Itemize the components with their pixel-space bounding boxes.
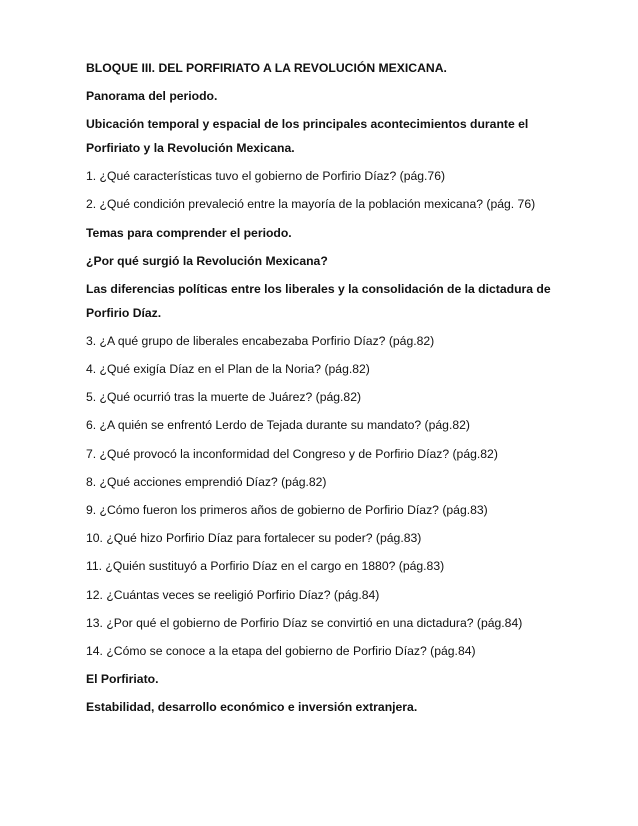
differences-heading bbox=[86, 281, 556, 322]
differences-heading-line: Porfirio Díaz. bbox=[86, 305, 162, 320]
question-4: 4. ¿Qué exigía Díaz en el Plan de la Noria? (pág.82) bbox=[86, 362, 370, 377]
overview-heading: Panorama del periodo. bbox=[86, 89, 218, 104]
question-5: 5. ¿Qué ocurrió tras la muerte de Juárez? (pág.82) bbox=[86, 390, 362, 405]
differences-heading-line: Las diferencias políticas entre los liberales y la consolidación de la dictadura de bbox=[86, 282, 551, 296]
location-heading bbox=[86, 116, 556, 157]
question-8: 8. ¿Qué acciones emprendió Díaz? (pág.82) bbox=[86, 474, 327, 489]
question-1: 1. ¿Qué características tuvo el gobierno de Porfirio Díaz? (pág.76) bbox=[86, 169, 446, 184]
question-12: 12. ¿Cuántas veces se reeligió Porfirio Díaz? (pág.84) bbox=[86, 587, 380, 602]
question-3: 3. ¿A qué grupo de liberales encabezaba Porfirio Díaz? (pág.82) bbox=[86, 333, 435, 348]
location-heading-line: Ubicación temporal y espacial de los principales acontecimientos durante el bbox=[86, 117, 529, 132]
question-13: 13. ¿Por qué el gobierno de Porfirio Díaz se convirtió en una dictadura? (pág.84) bbox=[86, 615, 523, 630]
question-11: 11. ¿Quién sustituyó a Porfirio Díaz en el cargo en 1880? (pág.83) bbox=[86, 559, 445, 574]
location-heading-line: Porfiriato y la Revolución Mexicana. bbox=[86, 141, 295, 156]
document-title: BLOQUE III. DEL PORFIRIATO A LA REVOLUCIÓN MEXICANA. bbox=[86, 61, 447, 75]
question-10: 10. ¿Qué hizo Porfirio Díaz para fortalecer su poder? (pág.83) bbox=[86, 531, 422, 546]
question-7: 7. ¿Qué provocó la inconformidad del Congreso y de Porfirio Díaz? (pág.82) bbox=[86, 446, 498, 461]
why-heading: ¿Por qué surgió la Revolución Mexicana? bbox=[86, 253, 328, 268]
document-page bbox=[86, 60, 556, 728]
question-2: 2. ¿Qué condición prevaleció entre la mayoría de la población mexicana? (pág. 76) bbox=[86, 197, 536, 212]
stability-heading: Estabilidad, desarrollo económico e inversión extranjera. bbox=[86, 700, 418, 715]
question-9: 9. ¿Cómo fueron los primeros años de gobierno de Porfirio Díaz? (pág.83) bbox=[86, 503, 488, 517]
question-14: 14. ¿Cómo se conoce a la etapa del gobierno de Porfirio Díaz? (pág.84) bbox=[86, 643, 476, 658]
porfiriato-heading: El Porfiriato. bbox=[86, 672, 159, 687]
question-6: 6. ¿A quién se enfrentó Lerdo de Tejada durante su mandato? (pág.82) bbox=[86, 418, 470, 433]
topics-heading: Temas para comprender el periodo. bbox=[86, 225, 292, 240]
